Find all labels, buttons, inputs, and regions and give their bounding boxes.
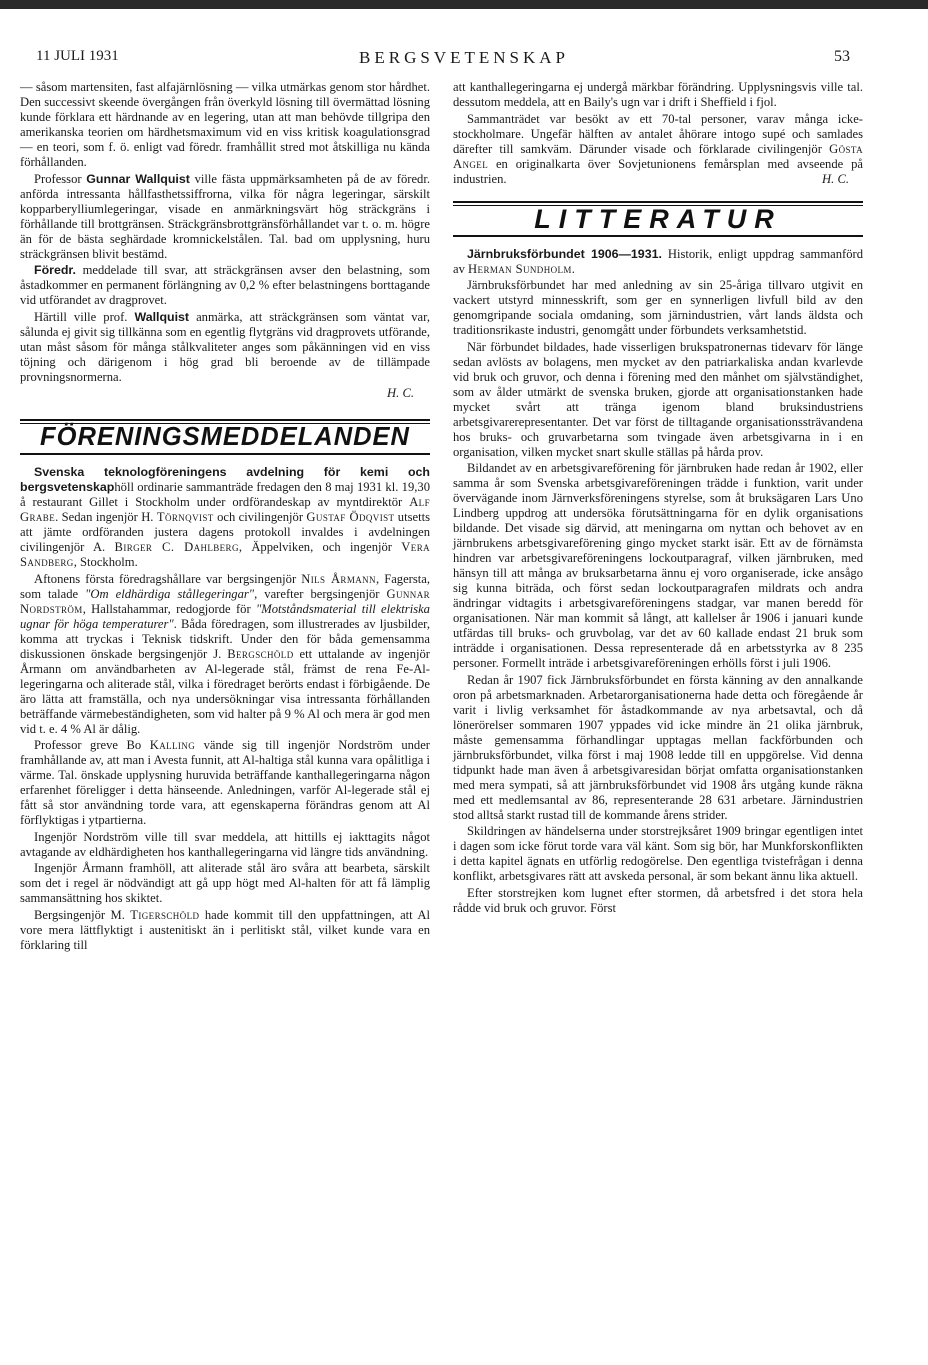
speaker-name: Wallquist (134, 309, 190, 324)
paragraph: Skildringen av händelserna under storstrejksåret 1909 bringar egentligen intet i dagen som icke förut torde vara väl känt. Som sig bör, har Munkforskonflikten i detta kapitel ägnats en utförlig redogörelse. Den egentliga tvistefrågan i denna konflikt, arbetsgivares rätt att avskeda personal, är som bekant ännu lika aktuell. (453, 824, 863, 883)
right-column (453, 80, 863, 917)
paragraph: Bergsingenjör M. Tigerschöld hade kommit till den uppfattningen, att Al vore mera lättflyktigt i austenitiskt än i perlitiskt stål, vilket kunde vara en förklaring till (20, 907, 430, 952)
paragraph: Bildandet av en arbetsgivareförening för järnbruken hade redan år 1902, eller samma år som Svenska arbetsgivareföreningen trädde i funktion, varit under övervägande inom Järnverksföreningens styrelse, som åt bruksägaren Lars Uno Lindberg uppdrog att undersöka förutsättningarna för en dylik organisations bildande. Det visade sig därvid, att meningarna om nyttan och behovet av en järnbrukens arbetsgivareförening gingo mycket starkt isär. Ett av de förnämsta hindren var arbetsgivareföreningens lockoutparagraf, vilken järnbruken, med hänsyn till att många av bruksarbetarna ännu ej voro organiserade, icke ansågo sig kunna biträda, och först sedan lockoutparagrafen mildrats och andra ändringar vidtagits i arbetsgivareföreningens stadgar, var manen beredd för organisationen. När man kommit så långt, att kallelser år 1906 i januari kunde utfärdas till bruks- och gruvbolag, var det av 60 kallade endast 21 bruk som inträdde i organisationen. Dessa representerade då en arbetsstyrka av 8 235 personer. Formellt inträde i arbetsgivareföreningen erhölls först i juli 1906. (453, 461, 863, 670)
section-heading-foreningsmeddelanden: FÖRENINGSMEDDELANDEN (40, 423, 410, 451)
paragraph: Härtill ville prof. Wallquist anmärka, att sträckgränsen som väntat var, sålunda ej givit sig tillkänna som en egentlig flytgräns vid dragprovets utförande, utan måst såsom för många stålkvaliteter anges som påkänningen vid en viss töjning och därigenom i hög grad bli beroende av de tillämpade provningsnormerna. (20, 309, 430, 384)
scan-top-edge (0, 0, 928, 9)
section-heading-rule (20, 453, 430, 455)
paragraph: Redan år 1907 fick Järnbruksförbundet en första känning av den annalkande oron på arbetsmarknaden. Arbetarorganisationerna hade detta och föregående år varit i livlig verksamhet för åstadkommande av nya arbetsavtal, och då lönerörelser sommaren 1907 yppades vid icke mindre än 21 olika järnbruk, måste gemensamma förhandlingar upptagas mellan fackförbunden och järnbruksförbundet, vilka först i maj 1908 ledde till en uppgörelse. Vid denna tidpunkt hade man även å arbetsgivaresidan börjat omfatta organisationstanken med mera sympati, så att järnbruksförbundet vid 1908 års utgång kunde räkna med ett medlemsantal av 86, representerande 28 631 arbetare. Järnindustrien stod alltså starkt rustad till de kommande årens strider. (453, 672, 863, 822)
paragraph: Efter storstrejken kom lugnet efter stormen, då arbetsfred i det stora hela rådde vid bruk och gruvor. Först (453, 885, 863, 915)
issue-date: 11 JULI 1931 (36, 48, 119, 64)
paragraph: Ingenjör Nordström ville till svar meddela, att hittills ej iakttagits något avtagande av eldhärdigheten hos kanthallegeringarna vid längre tids användning. (20, 829, 430, 859)
paragraph: Föredr. meddelade till svar, att sträckgränsen avser den belastning, som åstadkommer en permanent förlängning av 0,2 % efter belastningens borttagande vid utförandet av dragprovet. (20, 263, 430, 307)
paragraph: Järnbruksförbundet 1906—1931. Historik, enligt uppdrag sammanförd av Herman Sundholm. (453, 246, 863, 276)
paragraph: — såsom martensiten, fast alfajärnlösning — vilka utmärkas genom stor hårdhet. Den successivt skeende övergången från överkyld lösning till övermättad lösning kunde förklara ett härdnande av en legering, utan att man behövde tillgripa den amerikanska teorien om härdhetsmaximum vid en viss kritisk koagulationsgrad — en teori, som f. ö. enligt vad föredr. framhållit stred mot åtskilliga nu kända förhållanden. (20, 80, 430, 169)
speaker-name: Föredr. (34, 263, 76, 277)
paragraph: När förbundet bildades, hade visserligen brukspatronernas tidevarv för länge sedan avlösts av bolagens, men mycket av den patriarkaliska andan kvarlevde vid bruk och gruvor, och denna i förening med den månhet om självständighet, som av ålder utmärkt de svenska bruken, gjorde att organisationstanken hade mycket svårt att tränga igenom bland bruksindustriens arbetsgivarerepresentanter. Det var först de tilltagande organisationssträvandena hos bruks- och gruvarbetarna som tvingade även arbetsgivarna in i en organisation, vilken mycket snart skulle ställas på hårda prov. (453, 339, 863, 459)
section-heading-rule (453, 235, 863, 237)
journal-title: BERGSVETENSKAP (359, 48, 569, 67)
book-title: Järnbruksförbundet 1906—1931. (467, 246, 662, 261)
paragraph: Ingenjör Årmann framhöll, att aliterade stål äro svåra att bearbeta, särskilt som det i regel är nödvändigt att gå upp högt med Al-halten för att få lämplig sammansättning hos skiktet. (20, 861, 430, 905)
left-column (20, 80, 430, 954)
paragraph: att kanthallegeringarna ej undergå märkbar förändring. Upplysningsvis ville tal. dessutom meddela, att en Baily's ugn var i drift i Sheffield i fjol. (453, 80, 863, 109)
speaker-name: Gunnar Wallquist (86, 171, 190, 186)
organization-name: Svenska teknologföreningens avdelning för kemi och bergsvetenskap (20, 465, 430, 494)
paragraph: Svenska teknologföreningens avdelning för kemi och bergsvetenskaphöll ordinarie sammanträde fredagen den 8 maj 1931 kl. 19,30 å restaurant Gillet i Stockholm under ordförandeskap av myntdirektör Alf Grabe. Sedan ingenjör H. Törnqvist och civilingenjör Gustaf Ödqvist utsetts att jämte ordföranden justera dagens protokoll invaldes i avdelningen civilingenjör A. Birger C. Dahlberg, Äppelviken, och ingenjör Vera Sandberg, Stockholm. (20, 465, 430, 569)
paragraph: Järnbruksförbundet har med anledning av sin 25-åriga tillvaro utgivit en vackert utstyrd minnesskrift, som ger en synnerligen livfull bild av den genomgripande sociala omdaning, som järnindustrien, vårt lands äldsta och traditionsrikaste industri, genomgått under förbundets verksamhetstid. (453, 278, 863, 337)
page-number: 53 (834, 48, 850, 65)
author-signature: H. C. (387, 386, 414, 400)
paragraph: Professor Gunnar Wallquist ville fästa uppmärksamheten på de av föredr. anförda intressanta hållfasthetssiffrorna, vilka för några legeringar, särskilt kopparberylliumlegeringar, visade en anmärkningsvärt hög sträckgräns i förhållande till brottgränsen. Sträckgränsbrottgränsförhållandet var t. o. m. högre än för de bästa seghärdade kromnickelstålen. Tal. bad om upplysning, huru sträckgränsen blivit bestämd. (20, 171, 430, 261)
paragraph: Professor greve Bo Kalling vände sig till ingenjör Nordström under framhållande av, att man i Avesta funnit, att Al-haltiga stål kunna vara opålitliga i värme. Tal. önskade upplysning huruvida beträffande kanthallegeringarna någon erfarenhet föreligger i detta hänseende. Anledningen, varför Al-legerade stål ej fått så stor användning torde vara, att egenskaperna förändras genom att Al förflyktigas i ytpartierna. (20, 738, 430, 827)
author-signature: H. C. (822, 171, 849, 186)
paragraph: Aftonens första föredragshållare var bergsingenjör Nils Årmann, Fagersta, som talade "Om eldhärdiga stållegeringar", varefter bergsingenjör Gunnar Nordström, Hallstahammar, redogjorde för "Motståndsmaterial till elektriska ugnar för höga temperaturer". Båda föredragen, som illustrerades av ljusbilder, komma att tryckas i Teknisk tidskrift. Under den för båda gemensamma diskussionen önskade bergsingenjör J. Bergschöld ett uttalande av ingenjör Årmann om användbarheten av Al-legerade stål, främst de rena Fe-Al-legeringarna och aliterade stål, vilka i föredraget berörts endast i förbigående. De äro lätta att framställa, och nya undersökningar visa intressanta förhållanden beträffande värmebeständigheten, som vid halter på 9 % Al och mera är god men vid t. e. 4 % Al är dålig. (20, 571, 431, 736)
paragraph: Sammanträdet var besökt av ett 70-tal personer, varav många icke-stockholmare. Ungefär hälften av antalet åhörare intogo supé och samlades därefter till samkväm. Därunder visade och förklarade civilingenjör Gösta Angel en originalkarta över Sovjetunionens femårsplan med avseende på industrien. H. C. (453, 111, 863, 186)
section-heading-litteratur: LITTERATUR (534, 203, 782, 234)
